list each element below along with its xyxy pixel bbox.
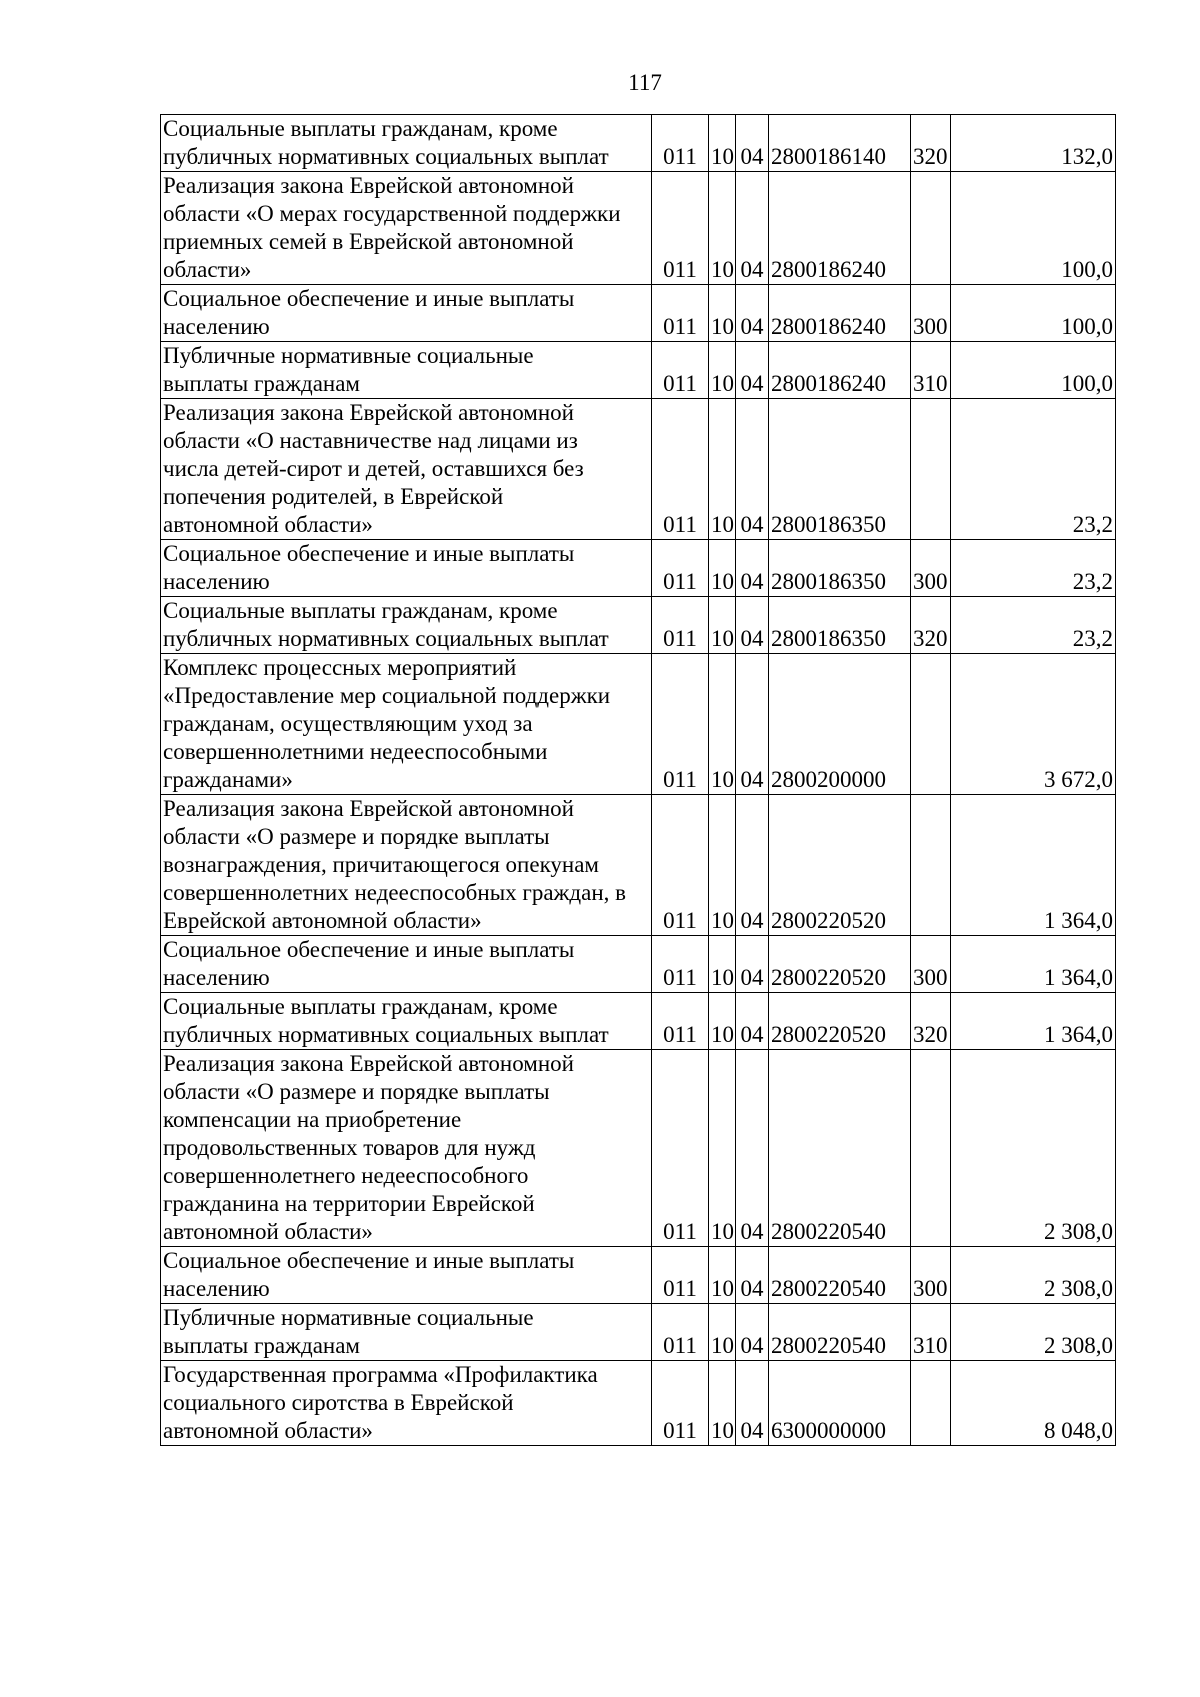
target-article-cell: 2800220540 — [769, 1247, 911, 1304]
amount-cell: 100,0 — [951, 172, 1116, 285]
item-name-line: попечения родителей, в Еврейской — [163, 484, 504, 509]
item-name-line: области «О наставничестве над лицами из — [163, 428, 578, 453]
section-cell: 10 — [709, 1361, 736, 1446]
item-name-cell — [161, 1247, 652, 1304]
amount-cell: 23,2 — [951, 540, 1116, 597]
target-article-cell: 2800200000 — [769, 654, 911, 795]
section-cell: 10 — [709, 115, 736, 172]
item-name-line: Социальное обеспечение и иные выплаты — [163, 937, 575, 962]
admin-code-cell: 011 — [652, 1361, 709, 1446]
item-name-line: выплаты гражданам — [163, 371, 360, 396]
admin-code-cell: 011 — [652, 654, 709, 795]
item-name-cell — [161, 540, 652, 597]
item-name-line: публичных нормативных социальных выплат — [163, 144, 609, 169]
item-name-cell — [161, 285, 652, 342]
item-name-line: Реализация закона Еврейской автономной — [163, 173, 574, 198]
item-name-cell — [161, 1050, 652, 1247]
amount-cell: 1 364,0 — [951, 795, 1116, 936]
item-name-line: Государственная программа «Профилактика — [163, 1362, 598, 1387]
subsection-cell: 04 — [736, 172, 769, 285]
item-name-line: автономной области» — [163, 512, 373, 537]
table-row — [161, 285, 1116, 342]
target-article-cell: 2800186350 — [769, 597, 911, 654]
subsection-cell: 04 — [736, 115, 769, 172]
item-name-line: публичных нормативных социальных выплат — [163, 626, 609, 651]
subsection-cell: 04 — [736, 285, 769, 342]
item-name-line: населению — [163, 965, 270, 990]
budget-table — [160, 114, 1116, 1446]
target-article-cell: 2800186240 — [769, 172, 911, 285]
section-cell: 10 — [709, 285, 736, 342]
table-row — [161, 993, 1116, 1050]
amount-cell: 1 364,0 — [951, 993, 1116, 1050]
target-article-cell: 2800220520 — [769, 993, 911, 1050]
amount-cell: 132,0 — [951, 115, 1116, 172]
item-name-line: области «О размере и порядке выплаты — [163, 824, 550, 849]
table-row — [161, 1247, 1116, 1304]
item-name-line: Социальные выплаты гражданам, кроме — [163, 598, 558, 623]
admin-code-cell: 011 — [652, 795, 709, 936]
amount-cell: 23,2 — [951, 399, 1116, 540]
item-name-line: Еврейской автономной области» — [163, 908, 482, 933]
table-row — [161, 1050, 1116, 1247]
item-name-cell — [161, 115, 652, 172]
item-name-line: гражданина на территории Еврейской — [163, 1191, 535, 1216]
amount-cell: 2 308,0 — [951, 1247, 1116, 1304]
section-cell: 10 — [709, 936, 736, 993]
amount-cell: 1 364,0 — [951, 936, 1116, 993]
amount-cell: 100,0 — [951, 285, 1116, 342]
target-article-cell: 2800220540 — [769, 1304, 911, 1361]
admin-code-cell: 011 — [652, 285, 709, 342]
table-row — [161, 1304, 1116, 1361]
table-row — [161, 115, 1116, 172]
item-name-line: области «О размере и порядке выплаты — [163, 1079, 550, 1104]
table-row — [161, 654, 1116, 795]
item-name-line: «Предоставление мер социальной поддержки — [163, 683, 611, 708]
item-name-cell — [161, 654, 652, 795]
admin-code-cell: 011 — [652, 342, 709, 399]
table-row — [161, 172, 1116, 285]
section-cell: 10 — [709, 342, 736, 399]
expense-type-cell — [911, 399, 951, 540]
item-name-line: населению — [163, 1276, 270, 1301]
item-name-line: приемных семей в Еврейской автономной — [163, 229, 574, 254]
section-cell: 10 — [709, 399, 736, 540]
table-row — [161, 399, 1116, 540]
table-body — [161, 115, 1116, 1446]
item-name-line: Публичные нормативные социальные — [163, 343, 534, 368]
target-article-cell: 2800220520 — [769, 936, 911, 993]
section-cell: 10 — [709, 540, 736, 597]
subsection-cell: 04 — [736, 1304, 769, 1361]
section-cell: 10 — [709, 1304, 736, 1361]
subsection-cell: 04 — [736, 399, 769, 540]
amount-cell: 100,0 — [951, 342, 1116, 399]
admin-code-cell: 011 — [652, 993, 709, 1050]
subsection-cell: 04 — [736, 1050, 769, 1247]
expense-type-cell: 300 — [911, 936, 951, 993]
expense-type-cell: 320 — [911, 993, 951, 1050]
subsection-cell: 04 — [736, 795, 769, 936]
subsection-cell: 04 — [736, 1361, 769, 1446]
item-name-line: Публичные нормативные социальные — [163, 1305, 534, 1330]
item-name-line: Реализация закона Еврейской автономной — [163, 796, 574, 821]
expense-type-cell: 300 — [911, 540, 951, 597]
target-article-cell: 2800186350 — [769, 540, 911, 597]
page-number: 117 — [628, 70, 662, 95]
item-name-line: публичных нормативных социальных выплат — [163, 1022, 609, 1047]
table-row — [161, 540, 1116, 597]
section-cell: 10 — [709, 172, 736, 285]
target-article-cell: 2800186140 — [769, 115, 911, 172]
expense-type-cell — [911, 654, 951, 795]
admin-code-cell: 011 — [652, 172, 709, 285]
item-name-line: совершеннолетних недееспособных граждан, в — [163, 880, 627, 905]
item-name-cell — [161, 795, 652, 936]
item-name-line: выплаты гражданам — [163, 1333, 360, 1358]
item-name-line: Комплекс процессных мероприятий — [163, 655, 517, 680]
target-article-cell: 2800220520 — [769, 795, 911, 936]
admin-code-cell: 011 — [652, 936, 709, 993]
expense-type-cell — [911, 1361, 951, 1446]
item-name-cell — [161, 342, 652, 399]
item-name-cell — [161, 1304, 652, 1361]
table-row — [161, 342, 1116, 399]
table-row — [161, 795, 1116, 936]
admin-code-cell: 011 — [652, 1050, 709, 1247]
item-name-line: Социальное обеспечение и иные выплаты — [163, 286, 575, 311]
expense-type-cell — [911, 1050, 951, 1247]
admin-code-cell: 011 — [652, 540, 709, 597]
expense-type-cell: 300 — [911, 1247, 951, 1304]
item-name-line: гражданам, осуществляющим уход за — [163, 711, 533, 736]
section-cell: 10 — [709, 993, 736, 1050]
section-cell: 10 — [709, 1050, 736, 1247]
expense-type-cell — [911, 172, 951, 285]
admin-code-cell: 011 — [652, 1304, 709, 1361]
target-article-cell: 2800186240 — [769, 342, 911, 399]
amount-cell: 3 672,0 — [951, 654, 1116, 795]
section-cell: 10 — [709, 597, 736, 654]
item-name-line: области «О мерах государственной поддержки — [163, 201, 621, 226]
item-name-line: продовольственных товаров для нужд — [163, 1135, 536, 1160]
subsection-cell: 04 — [736, 597, 769, 654]
item-name-line: области» — [163, 257, 252, 282]
subsection-cell: 04 — [736, 654, 769, 795]
item-name-cell — [161, 993, 652, 1050]
expense-type-cell — [911, 795, 951, 936]
item-name-line: гражданами» — [163, 767, 293, 792]
item-name-cell — [161, 1361, 652, 1446]
section-cell: 10 — [709, 795, 736, 936]
target-article-cell: 2800186350 — [769, 399, 911, 540]
item-name-cell — [161, 399, 652, 540]
amount-cell: 2 308,0 — [951, 1050, 1116, 1247]
expense-type-cell: 320 — [911, 115, 951, 172]
amount-cell: 23,2 — [951, 597, 1116, 654]
item-name-line: Реализация закона Еврейской автономной — [163, 400, 574, 425]
target-article-cell: 2800186240 — [769, 285, 911, 342]
target-article-cell: 6300000000 — [769, 1361, 911, 1446]
subsection-cell: 04 — [736, 342, 769, 399]
table-row — [161, 597, 1116, 654]
subsection-cell: 04 — [736, 1247, 769, 1304]
admin-code-cell: 011 — [652, 399, 709, 540]
admin-code-cell: 011 — [652, 115, 709, 172]
subsection-cell: 04 — [736, 540, 769, 597]
item-name-line: социального сиротства в Еврейской — [163, 1390, 514, 1415]
amount-cell: 8 048,0 — [951, 1361, 1116, 1446]
item-name-cell — [161, 172, 652, 285]
item-name-line: совершеннолетнего недееспособного — [163, 1163, 529, 1188]
expense-type-cell: 310 — [911, 1304, 951, 1361]
section-cell: 10 — [709, 654, 736, 795]
item-name-line: Социальные выплаты гражданам, кроме — [163, 994, 558, 1019]
item-name-cell — [161, 597, 652, 654]
item-name-line: совершеннолетними недееспособными — [163, 739, 548, 764]
item-name-line: вознаграждения, причитающегося опекунам — [163, 852, 599, 877]
admin-code-cell: 011 — [652, 1247, 709, 1304]
target-article-cell: 2800220540 — [769, 1050, 911, 1247]
subsection-cell: 04 — [736, 936, 769, 993]
item-name-line: автономной области» — [163, 1418, 373, 1443]
item-name-cell — [161, 936, 652, 993]
item-name-line: Реализация закона Еврейской автономной — [163, 1051, 574, 1076]
amount-cell: 2 308,0 — [951, 1304, 1116, 1361]
table-row — [161, 1361, 1116, 1446]
item-name-line: Социальное обеспечение и иные выплаты — [163, 1248, 575, 1273]
expense-type-cell: 320 — [911, 597, 951, 654]
expense-type-cell: 310 — [911, 342, 951, 399]
item-name-line: населению — [163, 569, 270, 594]
section-cell: 10 — [709, 1247, 736, 1304]
item-name-line: компенсации на приобретение — [163, 1107, 462, 1132]
admin-code-cell: 011 — [652, 597, 709, 654]
item-name-line: Социальные выплаты гражданам, кроме — [163, 116, 558, 141]
expense-type-cell: 300 — [911, 285, 951, 342]
table-row — [161, 936, 1116, 993]
item-name-line: автономной области» — [163, 1219, 373, 1244]
subsection-cell: 04 — [736, 993, 769, 1050]
item-name-line: Социальное обеспечение и иные выплаты — [163, 541, 575, 566]
item-name-line: числа детей-сирот и детей, оставшихся без — [163, 456, 584, 481]
item-name-line: населению — [163, 314, 270, 339]
